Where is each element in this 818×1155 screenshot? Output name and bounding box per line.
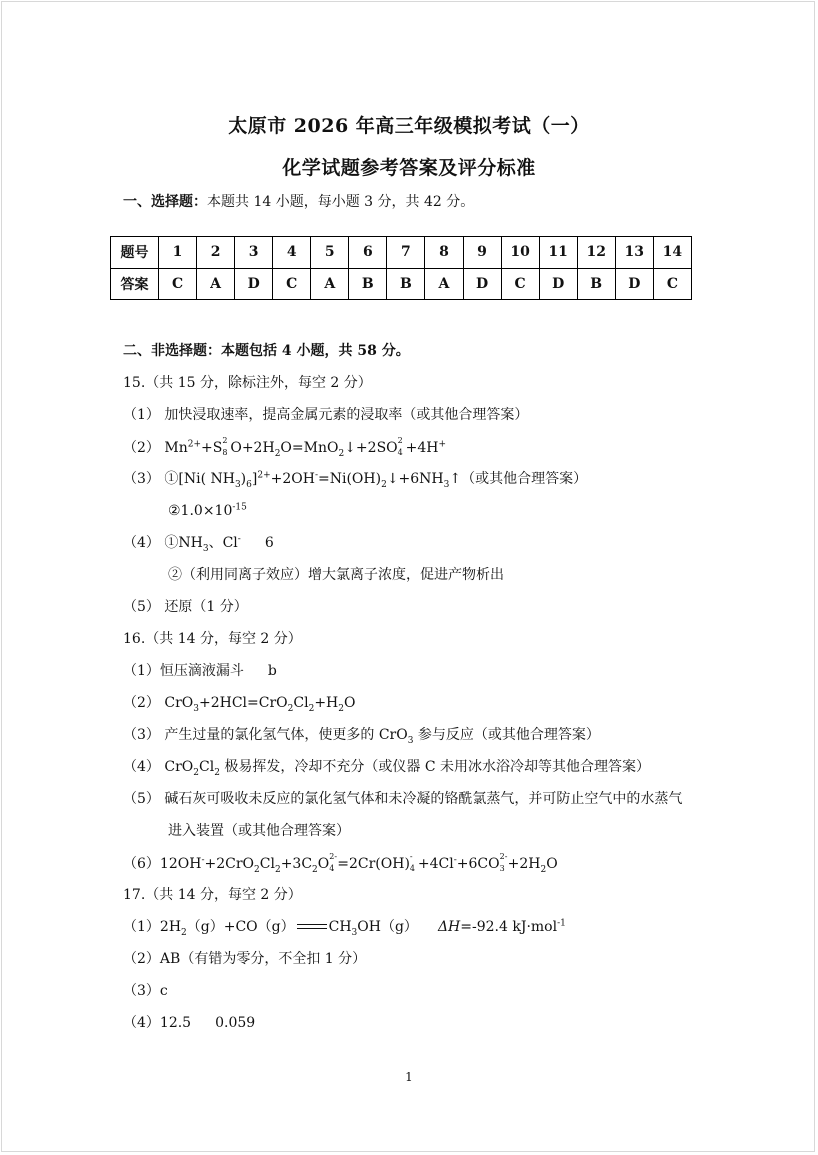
q16-answer-4 (123, 758, 650, 776)
q15-label-1: （1） (123, 407, 160, 423)
q17-label-1: （1） (123, 919, 160, 935)
table-cell-number: 6 (349, 237, 387, 269)
formula-part: O (317, 856, 330, 872)
formula-stack-top: 2 (222, 436, 228, 445)
q16-label-4: （4） (123, 759, 160, 775)
formula-part: +4H (405, 440, 439, 456)
table-cell-answer: D (235, 268, 273, 300)
formula-part: =2Cr(OH) (337, 856, 410, 872)
formula-stack (499, 852, 508, 873)
formula-sup: - (453, 855, 457, 866)
q15-label-4: （4） (123, 535, 160, 551)
table-cell-number: 3 (235, 237, 273, 269)
formula-stack-bottom: 4 (409, 864, 416, 873)
q17-answer-3 (123, 982, 168, 1000)
formula-part: =Ni(OH) (318, 471, 382, 487)
formula-stack-bottom: 8 (222, 448, 228, 457)
formula-part: +2H (507, 856, 541, 872)
formula-sub: 2 (193, 767, 199, 778)
table-cell-number: 2 (197, 237, 235, 269)
formula-sub: 2 (338, 703, 345, 714)
formula-part: O=MnO (280, 440, 339, 456)
q17-text-3: c (159, 983, 168, 999)
formula-part: ①[Ni( NH (164, 471, 235, 487)
formula-part: Cl (199, 759, 215, 775)
formula-sub: 2 (214, 767, 220, 778)
q15-answer-4 (123, 534, 274, 552)
formula-part: OH（g） (357, 919, 418, 935)
formula-part: =-92.4 kJ·mol (460, 919, 558, 935)
formula-part: 0.059 (215, 1015, 256, 1031)
q16-answer-5b: 进入装置（或其他合理答案） (168, 823, 350, 839)
table-cell-answer: C (159, 268, 197, 300)
formula-sub: 2 (181, 927, 187, 938)
formula-stack (329, 852, 338, 873)
q15-label-3: （3） (123, 471, 160, 487)
formula-part: O (344, 695, 356, 711)
q16-label-2: （2） (123, 695, 160, 711)
q16-heading: 16.（共 14 分，每空 2 分） (123, 631, 302, 647)
q16-label-5: （5） (123, 791, 160, 807)
formula-part: Cl (293, 695, 309, 711)
table-cell-number: 5 (311, 237, 349, 269)
formula-sup: -1 (557, 918, 566, 929)
formula-part: ↑（或其他合理答案） (449, 471, 588, 487)
formula-part: 极易挥发，冷却不充分（或仪器 C 未用冰水浴冷却等其他合理答案） (219, 759, 650, 775)
q15-answer-4b: ②（利用同离子效应）增大氯离子浓度，促进产物析出 (168, 567, 504, 583)
formula-sup: 2+ (257, 470, 271, 481)
q15-label-5: （5） (123, 599, 160, 615)
formula-stack-top: 2 (397, 436, 403, 445)
section2-heading: 二、非选择题：本题包括 4 小题，共 58 分。 (123, 343, 410, 359)
q17-label-3: （3） (123, 983, 160, 999)
formula-stack (409, 852, 418, 873)
page-number: 1 (405, 1070, 413, 1084)
q17-heading: 17.（共 14 分，每空 2 分） (123, 887, 302, 903)
q15-answer-5 (123, 598, 248, 616)
q17-text-2: AB（有错为零分，不全扣 1 分） (159, 951, 367, 967)
formula-part: CrO (164, 695, 194, 711)
formula-sub: 2 (338, 448, 345, 459)
table-cell-answer: B (349, 268, 387, 300)
table-cell-answer: B (387, 268, 425, 300)
formula-part: ] (251, 471, 258, 487)
formula-part: ①NH (164, 535, 203, 551)
section1-heading: 一、选择题： (123, 194, 207, 210)
table-cell-answer: B (577, 268, 615, 300)
section1-desc: 本题共 14 小题，每小题 3 分，共 42 分。 (207, 194, 475, 210)
formula-part: +S (201, 440, 223, 456)
formula-sub: 2 (274, 448, 281, 459)
formula-part: 恒压滴液漏斗 (159, 663, 244, 679)
q15-text-5: 还原（1 分） (164, 599, 248, 615)
table-row1-label: 题号 (111, 237, 159, 269)
q17-answer-1 (123, 918, 566, 936)
table-cell-answer: C (501, 268, 539, 300)
table-cell-number: 7 (387, 237, 425, 269)
formula-stack (397, 436, 406, 457)
table-cell-number: 11 (539, 237, 577, 269)
formula-stack (222, 436, 230, 457)
q16-answer-1 (123, 662, 277, 680)
formula-sub: 3 (443, 479, 450, 490)
formula-sub: 6 (246, 479, 252, 490)
formula-part: b (267, 663, 277, 679)
table-cell-number: 12 (577, 237, 615, 269)
formula-part: 12OH (159, 856, 202, 872)
formula-part: ②1.0×10 (168, 503, 233, 519)
formula-part: ΔH (437, 919, 461, 935)
formula-part: CrO (164, 759, 194, 775)
formula-stack-bottom: 4 (397, 448, 403, 457)
table-cell-number: 10 (501, 237, 539, 269)
formula-part: O (230, 440, 242, 456)
formula-part: +2OH (270, 471, 315, 487)
formula-part: +2H (241, 440, 275, 456)
q15-label-2: （2） (123, 440, 160, 456)
section1-line (123, 193, 474, 211)
q17-label-2: （2） (123, 951, 160, 967)
q17-answer-2 (123, 950, 366, 968)
table-cell-number: 1 (159, 237, 197, 269)
formula-sup: 2+ (187, 439, 202, 450)
formula-sub: 3 (407, 735, 414, 746)
formula-sup: - (201, 855, 205, 866)
page-subtitle: 化学试题参考答案及评分标准 (282, 157, 536, 179)
formula-part: 碱石灰可吸收未反应的氯化氢气体和未冷凝的铬酰氯蒸气，并可防止空气中的水蒸气 (164, 791, 683, 807)
formula-sub: 2 (381, 479, 387, 490)
q16-label-1: （1） (123, 663, 160, 679)
formula-part: Mn (164, 440, 188, 456)
table-cell-answer: A (425, 268, 463, 300)
table-cell-number: 4 (273, 237, 311, 269)
formula-sub: 2 (308, 703, 315, 714)
formula-part: +6CO (456, 856, 500, 872)
table-cell-number: 14 (653, 237, 691, 269)
formula-part: 、Cl (208, 535, 238, 551)
formula-sub: 3 (202, 543, 209, 554)
table-cell-number: 9 (463, 237, 501, 269)
formula-part: 产生过量的氯化氢气体，使更多的 CrO (164, 727, 408, 743)
q15-answer-3b (168, 502, 247, 520)
formula-part: Cl (259, 856, 275, 872)
formula-stack-bottom: 3 (499, 864, 505, 873)
formula-part: 2H (159, 919, 182, 935)
formula-sub: 3 (351, 927, 358, 938)
table-cell-answer: C (273, 268, 311, 300)
formula-part: +H (314, 695, 339, 711)
table-cell-answer: A (197, 268, 235, 300)
formula-sub: 2 (274, 864, 281, 875)
formula-part: 6 (264, 535, 274, 551)
formula-part: （g）+CO（g） (186, 919, 295, 935)
table-cell-answer: D (463, 268, 501, 300)
formula-sub: 2 (312, 864, 318, 875)
formula-part: +2HCl=CrO (199, 695, 288, 711)
q15-answer-1 (123, 406, 528, 424)
formula-sub: 3 (193, 703, 199, 714)
table-cell-answer: A (311, 268, 349, 300)
q17-label-4: （4） (123, 1015, 160, 1031)
formula-part: CH (328, 919, 352, 935)
table-cell-answer: D (539, 268, 577, 300)
formula-sub: 2 (254, 864, 260, 875)
formula-part: +2CrO (204, 856, 255, 872)
formula-sub: 2 (287, 703, 294, 714)
formula-sup: + (438, 439, 447, 450)
q16-label-3: （3） (123, 727, 160, 743)
q16-answer-3 (123, 726, 600, 744)
q16-answer-2 (123, 694, 356, 712)
formula-stack-top: 2- (329, 852, 338, 861)
page-title: 太原市 2026 年高三年级模拟考试（一） (228, 115, 590, 137)
answer-table (110, 236, 692, 300)
formula-part: 参与反应（或其他合理答案） (413, 727, 600, 743)
table-cell-answer: C (653, 268, 691, 300)
formula-sup: -15 (232, 502, 247, 513)
formula-part: ↓+6NH (386, 471, 444, 487)
formula-stack-top: 2- (499, 852, 508, 861)
reversible-arrow-icon (295, 922, 329, 932)
formula-part: +3C (280, 856, 313, 872)
formula-part: ↓+2SO (344, 440, 398, 456)
q16-label-6: （6） (123, 856, 160, 872)
formula-sub: 3 (234, 479, 241, 490)
q16-answer-5 (123, 790, 682, 808)
formula-sub: 2 (540, 864, 547, 875)
formula-stack-top: - (409, 852, 413, 861)
q16-answer-6 (123, 854, 558, 873)
formula-sup: - (237, 534, 241, 545)
q17-answer-4 (123, 1014, 255, 1032)
table-cell-answer: D (615, 268, 653, 300)
formula-stack-bottom: 4 (329, 864, 335, 873)
table-row-answers (111, 268, 692, 300)
formula-part: ) (240, 471, 247, 487)
table-cell-number: 13 (615, 237, 653, 269)
formula-part: +4Cl (417, 856, 454, 872)
q15-heading: 15.（共 15 分，除标注外，每空 2 分） (123, 375, 372, 391)
q15-answer-2 (123, 438, 446, 457)
table-row-numbers (111, 237, 692, 269)
table-cell-number: 8 (425, 237, 463, 269)
table-row2-label: 答案 (111, 268, 159, 300)
formula-part: O (546, 856, 558, 872)
q15-answer-3 (123, 470, 587, 488)
q15-text-1: 加快浸取速率，提高金属元素的浸取率（或其他合理答案） (164, 407, 529, 423)
formula-part: 12.5 (159, 1015, 192, 1031)
formula-sup: - (314, 470, 318, 481)
